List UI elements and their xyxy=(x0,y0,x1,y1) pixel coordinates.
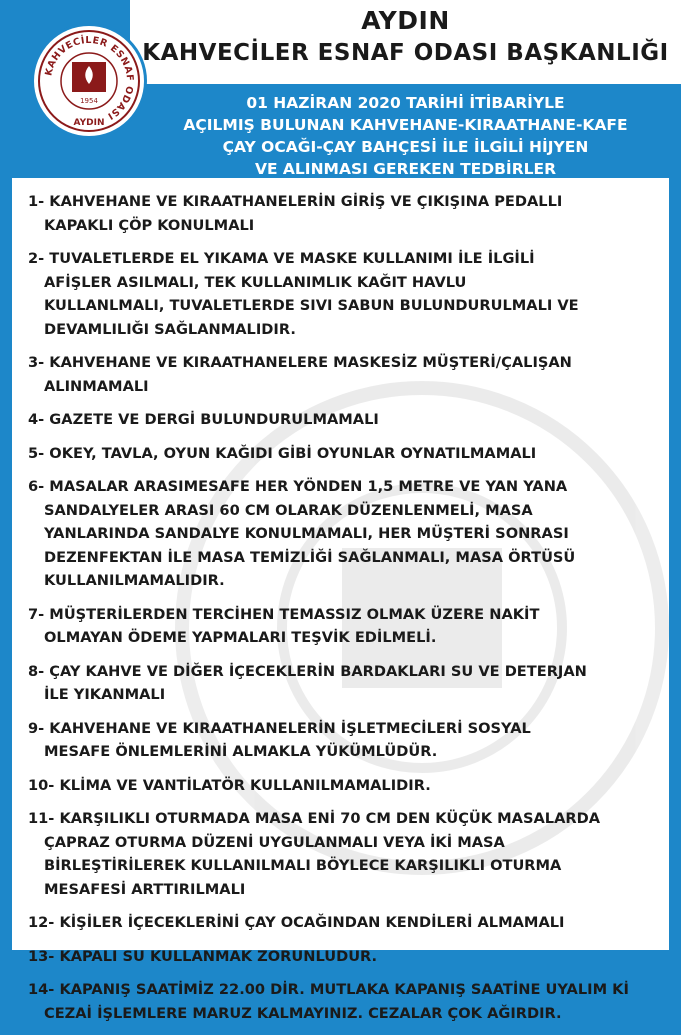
rule-item xyxy=(28,978,658,1025)
rule-line: KULLANLMALI, TUVALETLERDE SIVI SABUN BULUNDURULMALI VE xyxy=(44,297,579,314)
rule-line: ÇAPRAZ OTURMA DÜZENİ UYGULANMALI VEYA İKİ MASA xyxy=(44,833,505,851)
rule-line: 10- KLİMA VE VANTİLATÖR KULLANILMAMALIDIR. xyxy=(28,776,431,794)
rule-line: 9- KAHVEHANE VE KIRAATHANELERİN İŞLETMECİLERİ SOSYAL xyxy=(28,719,531,737)
rule-line: SANDALYELER ARASI 60 CM OLARAK DÜZENLENMELİ, MASA xyxy=(44,501,533,519)
rule-item xyxy=(28,717,658,764)
logo-year: 1954 xyxy=(80,97,98,105)
rule-line: DEVAMLILIĞI SAĞLANMALIDIR. xyxy=(44,320,296,338)
title-organization: KAHVECİLER ESNAF ODASI BAŞKANLIĞI xyxy=(142,40,669,66)
subtitle-line: VE ALINMASI GEREKEN TEDBİRLER xyxy=(254,160,557,178)
rule-line: KULLANILMAMALIDIR. xyxy=(44,572,225,589)
rule-line: 4- GAZETE VE DERGİ BULUNDURULMAMALI xyxy=(28,411,379,428)
rule-line: 13- KAPALI SU KULLANMAK ZORUNLUDUR. xyxy=(28,947,378,965)
notice-subtitle xyxy=(130,92,681,180)
rule-line: 5- OKEY, TAVLA, OYUN KAĞIDI GİBİ OYUNLAR OYNATILMAMALI xyxy=(28,444,537,462)
rule-item xyxy=(28,603,658,650)
rule-line: 2- TUVALETLERDE EL YIKAMA VE MASKE KULLANIMI İLE İLGİLİ xyxy=(28,250,535,267)
rule-item xyxy=(28,807,658,901)
logo-city: AYDIN xyxy=(73,118,105,128)
chamber-logo xyxy=(34,26,144,136)
rule-line: MESAFE ÖNLEMLERİNİ ALMAKLA YÜKÜMLÜDÜR. xyxy=(44,743,438,760)
subtitle-line: 01 HAZİRAN 2020 TARİHİ İTİBARİYLE xyxy=(246,94,565,112)
rule-line: 12- KİŞİLER İÇECEKLERİNİ ÇAY OCAĞINDAN KENDİLERİ ALMAMALI xyxy=(28,914,565,931)
chamber-seal-icon xyxy=(34,26,144,136)
rule-line: OLMAYAN ÖDEME YAPMALARI TEŞVİK EDİLMELİ. xyxy=(44,629,437,646)
rule-item xyxy=(28,351,658,398)
rule-item xyxy=(28,442,658,466)
rule-item xyxy=(28,660,658,707)
rule-line: 7- MÜŞTERİLERDEN TERCİHEN TEMASSIZ OLMAK ÜZERE NAKİT xyxy=(28,605,540,623)
rule-line: MESAFESİ ARTTIRILMALI xyxy=(44,880,246,898)
rule-line: 6- MASALAR ARASIMESAFE HER YÖNDEN 1,5 METRE VE YAN YANA xyxy=(28,478,568,495)
subtitle-line: ÇAY OCAĞI-ÇAY BAHÇESİ İLE İLGİLİ HİJYEN xyxy=(222,138,589,156)
rule-line: KAPAKLI ÇÖP KONULMALI xyxy=(44,216,255,234)
rule-line: 3- KAHVEHANE VE KIRAATHANELERE MASKESİZ MÜŞTERİ/ÇALIŞAN xyxy=(28,354,572,371)
title-city: AYDIN xyxy=(361,6,450,35)
rule-line: YANLARINDA SANDALYE KONULMAMALI, HER MÜŞTERİ SONRASI xyxy=(44,525,569,542)
rule-line: 8- ÇAY KAHVE VE DİĞER İÇECEKLERİN BARDAKLARI SU VE DETERJAN xyxy=(28,662,587,680)
rule-line: 14- KAPANIŞ SAATİMİZ 22.00 DİR. MUTLAKA KAPANIŞ SAATİNE UYALIM Kİ xyxy=(28,981,629,998)
rule-item xyxy=(28,911,658,935)
rules-panel xyxy=(12,178,669,1022)
rule-line: CEZAİ İŞLEMLERE MARUZ KALMAYINIZ. CEZALAR ÇOK AĞIRDIR. xyxy=(44,1004,562,1022)
rule-line: ALINMAMALI xyxy=(44,377,149,395)
rule-line: AFİŞLER ASILMALI, TEK KULLANIMLIK KAĞIT HAVLU xyxy=(44,273,467,291)
rule-item xyxy=(28,408,658,432)
rule-line: 11- KARŞILIKLI OTURMADA MASA ENİ 70 CM DEN KÜÇÜK MASALARDA xyxy=(28,810,601,827)
rule-item xyxy=(28,190,658,237)
rule-item xyxy=(28,945,658,969)
rule-line: DEZENFEKTAN İLE MASA TEMİZLİĞİ SAĞLANMALI, MASA ÖRTÜSÜ xyxy=(44,548,576,566)
rule-line: İLE YIKANMALI xyxy=(44,686,166,703)
rule-item xyxy=(28,774,658,798)
rule-item xyxy=(28,475,658,593)
rule-item xyxy=(28,247,658,341)
rules-list xyxy=(28,190,658,1035)
rule-line: 1- KAHVEHANE VE KIRAATHANELERİN GİRİŞ VE ÇIKIŞINA PEDALLI xyxy=(28,193,563,210)
rule-line: BİRLEŞTİRİLEREK KULLANILMALI BÖYLECE KARŞILIKLI OTURMA xyxy=(44,857,562,874)
logo-ring-text: KAHVECİLER ESNAF ODASI xyxy=(43,34,136,122)
subtitle-line: AÇILMIŞ BULUNAN KAHVEHANE-KIRAATHANE-KAFE xyxy=(183,116,628,134)
